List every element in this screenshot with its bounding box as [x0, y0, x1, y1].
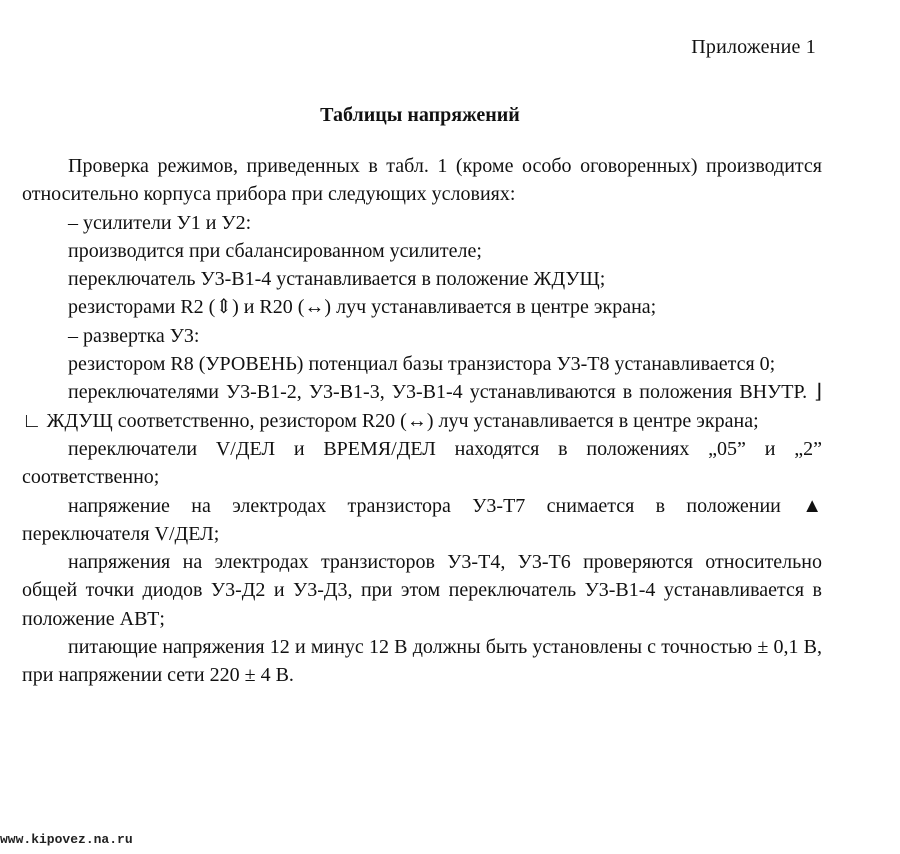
- paragraph-volt-time-switches: переключатели V/ДЕЛ и ВРЕМЯ/ДЕЛ находятся в положениях „05” и „2” соответственно;: [22, 437, 822, 489]
- paragraph-switch-v1-4: переключатель У3-В1-4 устанавливается в положение ЖДУЩ;: [68, 268, 606, 291]
- paragraph-amplifiers-heading: – усилители У1 и У2:: [68, 211, 252, 234]
- paragraph-intro: Проверка режимов, приведенных в табл. 1 (кроме особо оговоренных) производится относительно корпуса прибора при следующих условиях:: [22, 155, 822, 206]
- paragraph-transistor-t7: напряжение на электродах транзистора У3-Т7 снимается в положении ▲ переключателя V/ДЕЛ;: [22, 494, 822, 545]
- appendix-label: Приложение 1: [691, 36, 816, 58]
- watermark-url: www.kipovez.na.ru: [0, 832, 133, 847]
- paragraph-balanced-amplifier: производится при сбалансированном усилителе;: [68, 239, 482, 262]
- paragraph-resistors-r2-r20: резисторами R2 (⇕) и R20 (↔) луч устанавливается в центре экрана;: [68, 296, 657, 319]
- paragraph-resistor-r8: резистором R8 (УРОВЕНЬ) потенциал базы транзистора У3-Т8 устанавливается 0;: [68, 353, 776, 376]
- paragraph-sweep-heading: – развертка У3:: [68, 324, 200, 347]
- document-body: [22, 152, 822, 690]
- page-title: Таблицы напряжений: [320, 104, 520, 126]
- paragraph-switches-v1: переключателями У3-В1-2, У3-В1-3, У3-В1-4 устанавливаются в положения ВНУТР. ⌋ ∟ ЖДУЩ соответственно, резистором R20 (↔) луч устанавливается в центре экрана;: [22, 381, 822, 432]
- paragraph-transistors-t4-t6: напряжения на электродах транзисторов У3-Т4, У3-Т6 проверяются относительно общей точки диодов У3-Д2 и У3-Д3, при этом переключатель У3-В1-4 устанавливается в положение АВТ;: [22, 551, 822, 630]
- paragraph-supply-voltages: питающие напряжения 12 и минус 12 В должны быть установлены с точностью ± 0,1 В, при напряжении сети 220 ± 4 В.: [22, 636, 822, 687]
